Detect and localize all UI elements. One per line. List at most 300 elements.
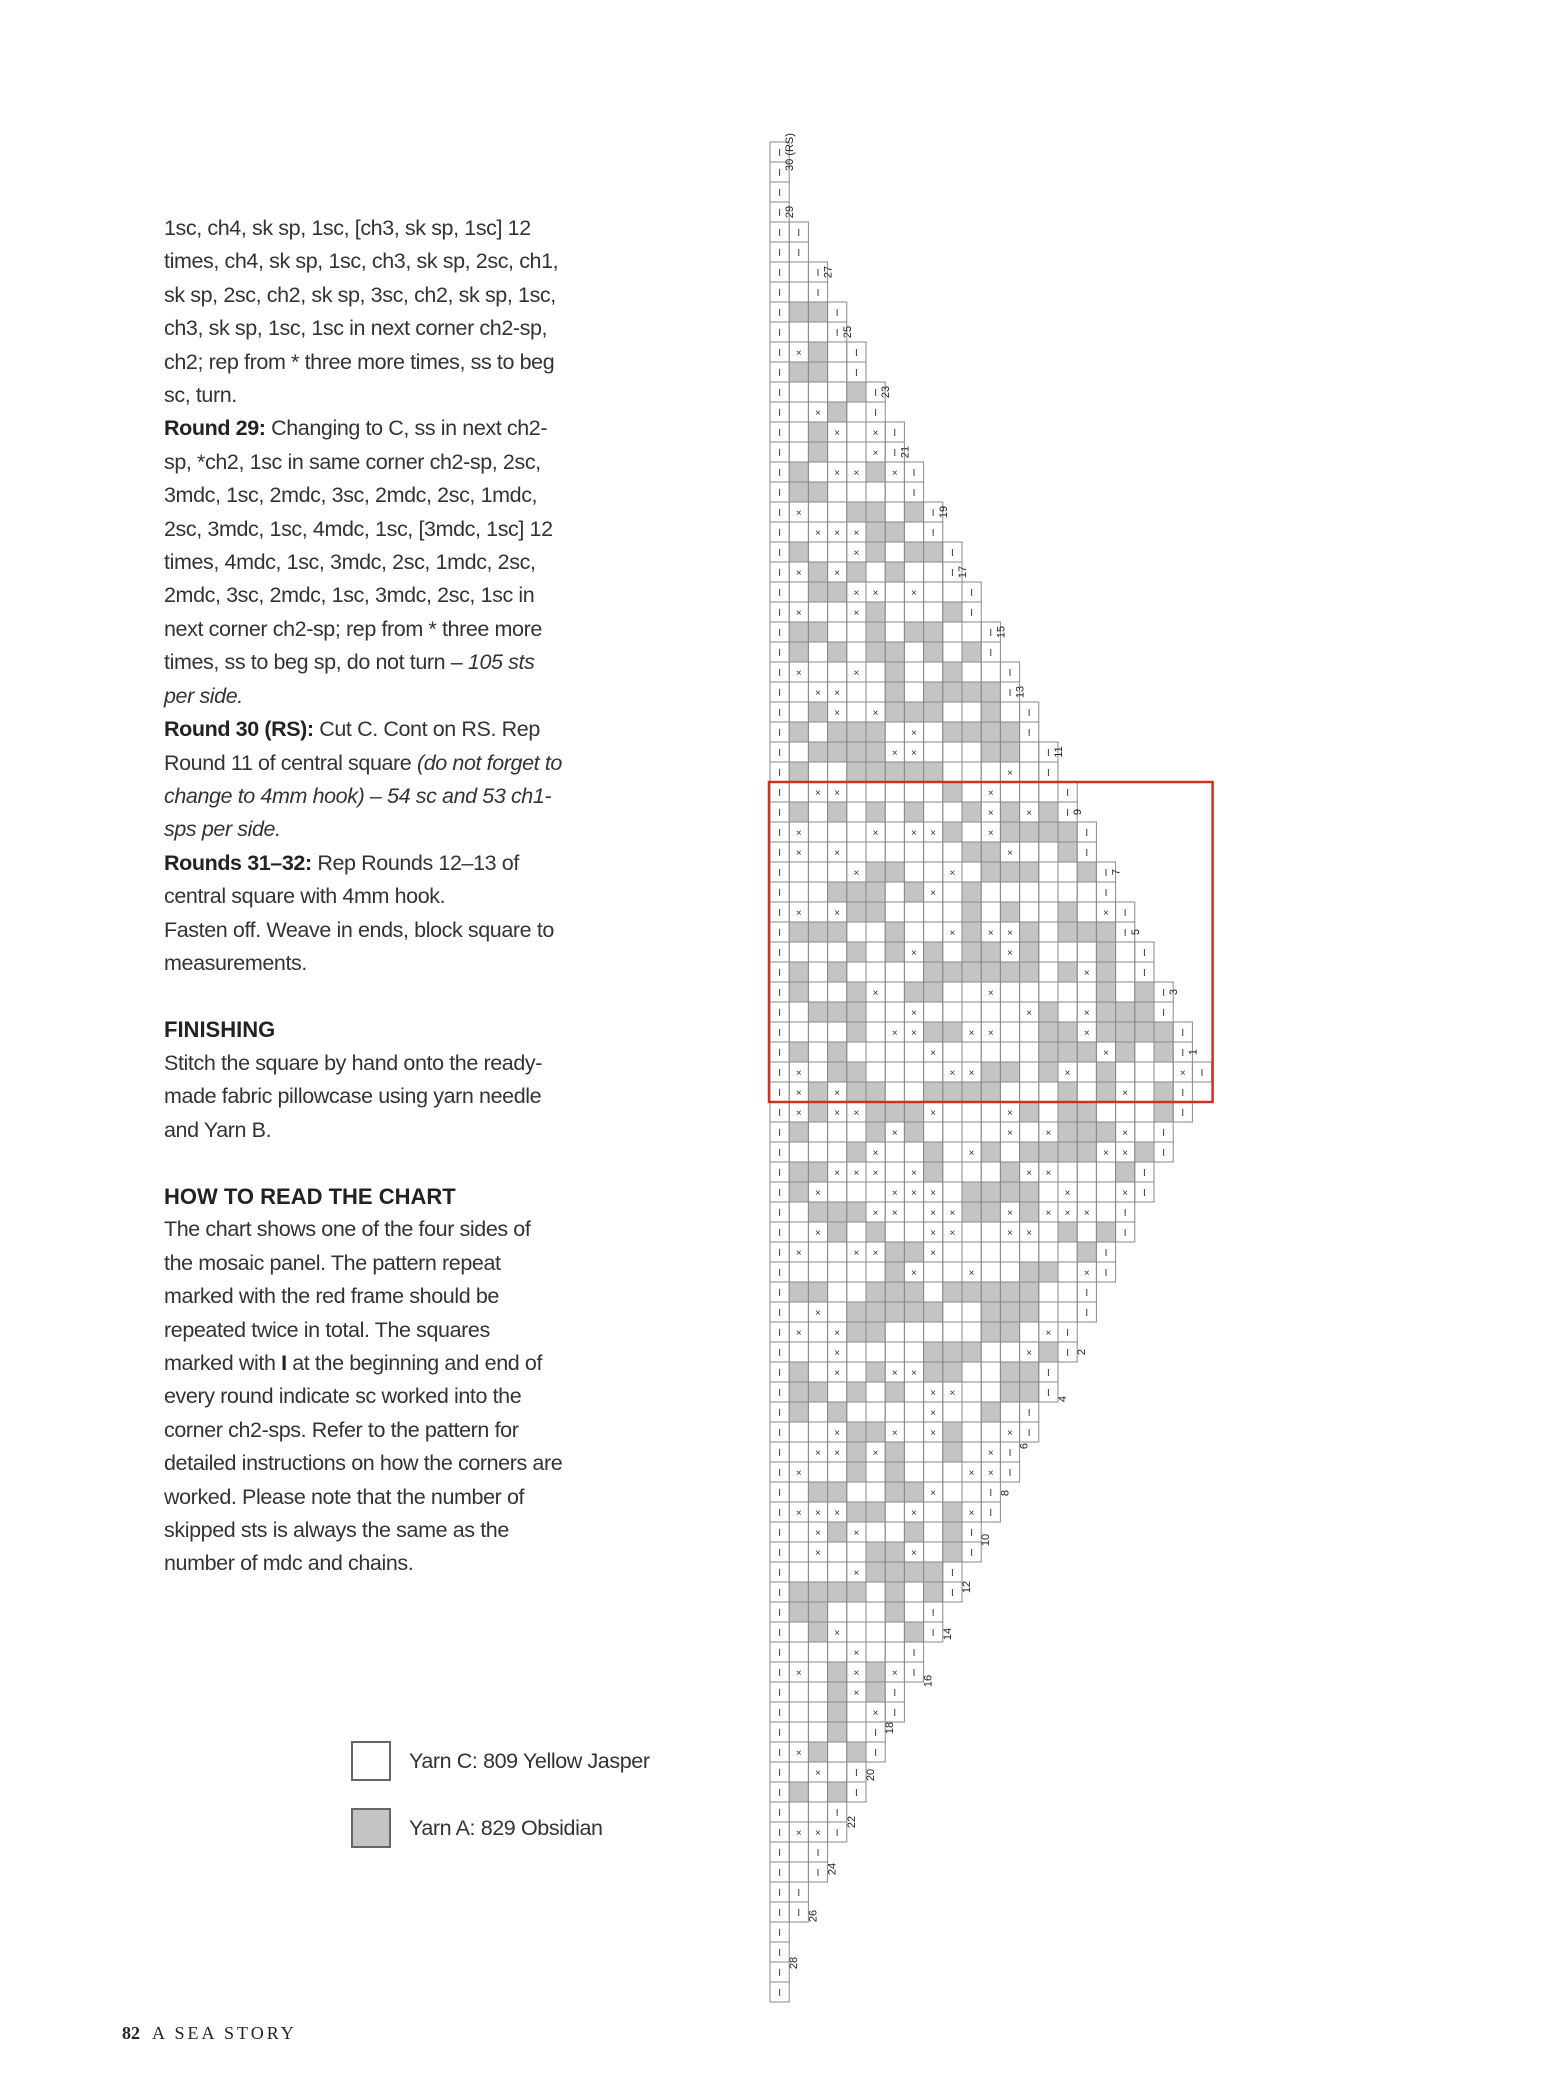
round-label: 27: [822, 265, 835, 279]
mdc-mark: ×: [891, 1028, 898, 1039]
mdc-mark: ×: [911, 1008, 917, 1019]
chart-cell: [962, 822, 981, 842]
chart-cell: [1096, 1202, 1115, 1222]
chart-cell: [885, 762, 904, 782]
chart-cell: [943, 1542, 962, 1562]
chart-cell: [866, 1482, 885, 1502]
chart-cell: [1116, 1002, 1135, 1022]
corner-sc-mark: I: [1085, 828, 1089, 839]
chart-cell: [866, 682, 885, 702]
chart-cell: [904, 802, 923, 822]
chart-cell: [866, 722, 885, 742]
chart-cell: [885, 1562, 904, 1582]
chart-cell: [904, 922, 923, 942]
corner-sc-mark: I: [778, 308, 781, 319]
chart-cell: [885, 922, 904, 942]
chart-cell: [904, 862, 923, 882]
chart-cell: [808, 542, 827, 562]
chart-cell: [866, 662, 885, 682]
mdc-mark: ×: [834, 1168, 841, 1179]
chart-cell: [847, 1362, 866, 1382]
chart-cell: [1096, 1122, 1115, 1142]
mdc-mark: ×: [930, 888, 937, 899]
chart-cell: [808, 1682, 827, 1702]
corner-sc-mark: I: [1181, 1108, 1185, 1119]
chart-cell: [866, 1622, 885, 1642]
chart-cell: [962, 842, 981, 862]
mdc-mark: ×: [891, 1128, 898, 1139]
corner-sc-mark: I: [778, 1748, 781, 1759]
chart-cell: [847, 1022, 866, 1042]
chart-cell: [808, 902, 827, 922]
corner-sc-mark: I: [1162, 1148, 1165, 1159]
mdc-mark: ×: [1007, 1128, 1013, 1139]
chart-cell: [1000, 1282, 1019, 1302]
how-to-read-text: The chart shows one of the four sides of the mosaic panel. The pattern repeat marked with the red frame should be repeated twice in total. The squares marked with I at the beginning and end of every round indicate sc worked into the corner ch2-sps. Refer to the pattern for detailed instructions on how the corners are worked. Please note that the number of skipped sts is always the same as the number of mdc and chains.: [164, 1217, 563, 1576]
chart-cell: [789, 482, 808, 502]
mdc-mark: ×: [815, 1548, 821, 1559]
corner-sc-mark: I: [778, 1508, 781, 1519]
chart-cell: [1000, 1022, 1019, 1042]
mdc-mark: ×: [815, 1768, 821, 1779]
chart-cell: [789, 1142, 808, 1162]
chart-cell: [1020, 1062, 1039, 1082]
chart-cell: [808, 1142, 827, 1162]
chart-cell: [1020, 782, 1039, 802]
chart-cell: [1135, 1022, 1154, 1042]
chart-cell: [828, 382, 847, 402]
chart-cell: [789, 782, 808, 802]
chart-cell: [808, 1242, 827, 1262]
mdc-mark: ×: [1083, 1208, 1090, 1219]
round-label: 2: [1076, 1348, 1089, 1356]
chart-cell: [962, 1482, 981, 1502]
chart-cell: [885, 1222, 904, 1242]
chart-cell: [847, 802, 866, 822]
chart-cell: [847, 1402, 866, 1422]
chart-cell: [1039, 842, 1058, 862]
chart-cell: [943, 722, 962, 742]
chart-cell: [1077, 922, 1096, 942]
chart-cell: [808, 702, 827, 722]
chart-cell: [981, 1282, 1000, 1302]
chart-cell: [828, 922, 847, 942]
corner-sc-mark: I: [778, 1328, 781, 1339]
chart-cell: [1077, 1222, 1096, 1242]
corner-sc-mark: I: [778, 988, 781, 999]
chart-cell: [885, 1322, 904, 1342]
chart-cell: [885, 502, 904, 522]
corner-sc-mark: I: [778, 1788, 781, 1799]
mdc-mark: ×: [891, 1208, 898, 1219]
corner-sc-mark: I: [778, 1188, 781, 1199]
chart-cell: [981, 1142, 1000, 1162]
chart-cell: [828, 1022, 847, 1042]
chart-cell: [1058, 1122, 1077, 1142]
mdc-mark: ×: [815, 788, 821, 799]
mdc-mark: ×: [815, 408, 821, 419]
chart-cell: [1096, 962, 1115, 982]
mdc-mark: ×: [911, 1508, 917, 1519]
chart-cell: [924, 1522, 943, 1542]
mdc-mark: ×: [795, 568, 802, 579]
chart-cell: [943, 1142, 962, 1162]
chart-cell: [1000, 822, 1019, 842]
chart-cell: [1020, 742, 1039, 762]
legend-swatch-white: [351, 1741, 391, 1781]
chart-cell: [1058, 1302, 1077, 1322]
mdc-mark: ×: [1064, 1188, 1071, 1199]
chart-cell: [828, 1562, 847, 1582]
mdc-mark: ×: [815, 1508, 821, 1519]
chart-cell: [904, 522, 923, 542]
corner-sc-mark: I: [970, 608, 973, 619]
chart-cell: [943, 1342, 962, 1362]
mdc-mark: ×: [891, 1668, 898, 1679]
chart-cell: [1000, 1082, 1019, 1102]
chart-cell: [808, 1062, 827, 1082]
corner-sc-mark: I: [778, 968, 781, 979]
chart-cell: [904, 1102, 923, 1122]
corner-sc-mark: I: [778, 1388, 781, 1399]
corner-sc-mark: I: [778, 288, 781, 299]
corner-sc-mark: I: [931, 1628, 935, 1639]
mdc-mark: ×: [795, 608, 802, 619]
mdc-mark: ×: [891, 1428, 898, 1439]
chart-cell: [1077, 1042, 1096, 1062]
chart-cell: [1000, 982, 1019, 1002]
chart-cell: [943, 1422, 962, 1442]
chart-cell: [828, 942, 847, 962]
chart-cell: [1116, 1022, 1135, 1042]
chart-cell: [789, 722, 808, 742]
corner-sc-mark: I: [1085, 848, 1089, 859]
chart-cell: [808, 362, 827, 382]
chart-cell: [924, 982, 943, 1002]
chart-cell: [1077, 942, 1096, 962]
corner-sc-mark: I: [951, 1568, 954, 1579]
chart-cell: [1096, 1062, 1115, 1082]
chart-cell: [1020, 1242, 1039, 1262]
chart-cell: [1000, 1062, 1019, 1082]
chart-cell: [981, 1362, 1000, 1382]
corner-sc-mark: I: [778, 748, 781, 759]
chart-cell: [866, 1062, 885, 1082]
corner-sc-mark: I: [1143, 948, 1146, 959]
mdc-mark: ×: [834, 1108, 841, 1119]
chart-cell: [1000, 1302, 1019, 1322]
chart-cell: [885, 562, 904, 582]
chart-cell: [904, 1402, 923, 1422]
chart-cell: [943, 1082, 962, 1102]
corner-sc-mark: I: [778, 148, 781, 159]
corner-sc-mark: I: [778, 1408, 781, 1419]
chart-cell: [789, 1122, 808, 1142]
round-label: 30 (RS): [784, 133, 797, 171]
chart-cell: [808, 1102, 827, 1122]
chart-cell: [1058, 942, 1077, 962]
corner-sc-mark: I: [1123, 1208, 1127, 1219]
chart-cell: [789, 442, 808, 462]
chart-cell: [847, 822, 866, 842]
chart-cell: [924, 1442, 943, 1462]
chart-cell: [847, 762, 866, 782]
chart-cell: [885, 1282, 904, 1302]
chart-cell: [904, 1462, 923, 1482]
mdc-mark: ×: [872, 588, 879, 599]
corner-sc-mark: I: [1200, 1068, 1204, 1079]
chart-cell: [943, 582, 962, 602]
chart-cell: [828, 1282, 847, 1302]
chart-cell: [789, 1422, 808, 1442]
mdc-mark: ×: [949, 868, 956, 879]
chart-cell: [1058, 962, 1077, 982]
chart-cell: [1020, 1102, 1039, 1122]
mdc-mark: ×: [795, 1108, 802, 1119]
round-label: 6: [1018, 1442, 1031, 1450]
chart-cell: [943, 1022, 962, 1042]
corner-sc-mark: I: [951, 1588, 954, 1599]
chart-cell: [943, 1402, 962, 1422]
mdc-mark: ×: [930, 828, 937, 839]
chart-cell: [828, 1482, 847, 1502]
mdc-mark: ×: [987, 1468, 994, 1479]
mdc-mark: ×: [1045, 1168, 1052, 1179]
corner-sc-mark: I: [874, 388, 877, 399]
chart-cell: [1058, 842, 1077, 862]
chart-cell: [943, 902, 962, 922]
corner-sc-mark: I: [816, 288, 820, 299]
chart-cell: [924, 662, 943, 682]
chart-cell: [789, 522, 808, 542]
corner-sc-mark: I: [778, 488, 781, 499]
chart-cell: [1058, 982, 1077, 1002]
chart-cell: [789, 862, 808, 882]
chart-cell: [924, 902, 943, 922]
corner-sc-mark: I: [778, 1968, 781, 1979]
chart-cell: [789, 1602, 808, 1622]
chart-cell: [1077, 882, 1096, 902]
chart-cell: [924, 582, 943, 602]
chart-cell: [981, 902, 1000, 922]
corner-sc-mark: I: [1104, 1268, 1108, 1279]
chart-cell: [981, 1002, 1000, 1022]
chart-cell: [981, 1122, 1000, 1142]
chart-cell: [904, 1202, 923, 1222]
chart-cell: [828, 1142, 847, 1162]
chart-cell: [828, 1242, 847, 1262]
mdc-mark: ×: [1064, 1208, 1071, 1219]
chart-cell: [943, 702, 962, 722]
corner-sc-mark: I: [778, 708, 781, 719]
chart-cell: [962, 1382, 981, 1402]
chart-cell: [1020, 962, 1039, 982]
chart-cell: [904, 842, 923, 862]
chart-cell: [1135, 1042, 1154, 1062]
mdc-mark: ×: [1007, 928, 1013, 939]
mdc-mark: ×: [987, 808, 994, 819]
chart-cell: [866, 462, 885, 482]
chart-cell: [981, 742, 1000, 762]
chart-cell: [981, 1302, 1000, 1322]
chart-cell: [808, 1322, 827, 1342]
chart-cell: [924, 782, 943, 802]
chart-cell: [962, 1322, 981, 1342]
corner-sc-mark: I: [778, 1108, 781, 1119]
chart-cell: [847, 942, 866, 962]
corner-sc-mark: I: [1008, 1448, 1012, 1459]
chart-cell: [924, 602, 943, 622]
mdc-mark: ×: [987, 1448, 994, 1459]
chart-cell: [866, 902, 885, 922]
chart-cell: [1096, 1102, 1115, 1122]
chart-cell: [885, 882, 904, 902]
corner-sc-mark: I: [778, 888, 781, 899]
chart-cell: [1058, 1002, 1077, 1022]
chart-cell: [885, 1462, 904, 1482]
chart-cell: [789, 1782, 808, 1802]
chart-cell: [943, 662, 962, 682]
mdc-mark: ×: [930, 1208, 937, 1219]
chart-cell: [981, 1422, 1000, 1442]
chart-cell: [866, 742, 885, 762]
chart-cell: [847, 1582, 866, 1602]
corner-sc-mark: I: [778, 348, 781, 359]
chart-cell: [808, 1082, 827, 1102]
mdc-mark: ×: [834, 568, 841, 579]
chart-cell: [828, 1742, 847, 1762]
chart-cell: [962, 1282, 981, 1302]
chart-cell: [885, 982, 904, 1002]
chart-cell: [808, 1622, 827, 1642]
chart-cell: [962, 1102, 981, 1122]
chart-cell: [847, 622, 866, 642]
chart-cell: [943, 1102, 962, 1122]
chart-cell: [828, 1522, 847, 1542]
corner-sc-mark: I: [778, 1528, 781, 1539]
corner-sc-mark: I: [797, 248, 801, 259]
chart-cell: [1000, 1042, 1019, 1062]
chart-cell: [808, 1562, 827, 1582]
chart-cell: [924, 622, 943, 642]
chart-cell: [866, 1382, 885, 1402]
chart-cell: [789, 1722, 808, 1742]
chart-cell: [1000, 1342, 1019, 1362]
chart-cell: [1058, 1262, 1077, 1282]
chart-cell: [847, 1082, 866, 1102]
chart-cell: [1000, 802, 1019, 822]
chart-cell: [904, 1142, 923, 1162]
chart-cell: [828, 822, 847, 842]
chart-cell: [904, 762, 923, 782]
chart-cell: [789, 1442, 808, 1462]
round-label: 12: [961, 1580, 973, 1594]
chart-cell: [828, 1262, 847, 1282]
chart-cell: [924, 762, 943, 782]
chart-cell: [789, 1182, 808, 1202]
corner-sc-mark: I: [893, 1708, 897, 1719]
chart-cell: [904, 1042, 923, 1062]
chart-cell: [866, 622, 885, 642]
mdc-mark: ×: [853, 1108, 860, 1119]
chart-cell: [866, 1662, 885, 1682]
corner-sc-mark: I: [778, 788, 781, 799]
chart-cell: [828, 342, 847, 362]
chart-cell: [904, 602, 923, 622]
chart-cell: [962, 942, 981, 962]
chart-cell: [1000, 902, 1019, 922]
chart-cell: [808, 802, 827, 822]
corner-sc-mark: I: [1047, 1388, 1050, 1399]
chart-cell: [1039, 782, 1058, 802]
legend-yarn-c: [351, 1741, 771, 1785]
chart-cell: [847, 702, 866, 722]
chart-cell: [904, 1582, 923, 1602]
chart-cell: [904, 1482, 923, 1502]
chart-cell: [789, 1342, 808, 1362]
chart-cell: [1020, 1322, 1039, 1342]
corner-sc-mark: I: [778, 1828, 781, 1839]
corner-sc-mark: I: [778, 1888, 781, 1899]
corner-sc-mark: I: [778, 1548, 781, 1559]
chart-cell: [885, 1142, 904, 1162]
chart-cell: [1039, 1242, 1058, 1262]
corner-sc-mark: I: [778, 688, 781, 699]
chart-cell: [866, 1122, 885, 1142]
chart-cell: [924, 862, 943, 882]
mdc-mark: ×: [891, 1188, 898, 1199]
chart-cell: [808, 1402, 827, 1422]
chart-cell: [1077, 1242, 1096, 1262]
chart-cell: [866, 1262, 885, 1282]
chart-cell: [847, 682, 866, 702]
corner-sc-mark: I: [1104, 1248, 1108, 1259]
chart-cell: [924, 562, 943, 582]
round-label: 29: [784, 205, 797, 219]
chart-cell: [866, 1542, 885, 1562]
chart-cell: [828, 1042, 847, 1062]
corner-sc-mark: I: [874, 1728, 877, 1739]
mdc-mark: ×: [872, 1168, 879, 1179]
chart-cell: [962, 762, 981, 782]
chart-cell: [1058, 1222, 1077, 1242]
chart-cell: [847, 1462, 866, 1482]
corner-sc-mark: I: [778, 1088, 781, 1099]
round-label: 1: [1187, 1048, 1200, 1056]
chart-cell: [847, 902, 866, 922]
chart-cell: [828, 642, 847, 662]
chart-cell: [789, 1682, 808, 1702]
chart-cell: [808, 1002, 827, 1022]
chart-cell: [924, 1082, 943, 1102]
chart-cell: [847, 562, 866, 582]
round-label: 15: [995, 625, 1008, 639]
mdc-mark: ×: [911, 1188, 917, 1199]
chart-cell: [962, 1242, 981, 1262]
chart-cell: [789, 302, 808, 322]
mdc-mark: ×: [815, 1308, 821, 1319]
chart-cell: [847, 1302, 866, 1322]
chart-cell: [866, 1402, 885, 1422]
chart-cell: [885, 942, 904, 962]
mdc-mark: ×: [853, 1568, 860, 1579]
chart-cell: [904, 1522, 923, 1542]
chart-cell: [904, 962, 923, 982]
corner-sc-mark: I: [1027, 728, 1031, 739]
chart-cell: [962, 1082, 981, 1102]
corner-sc-mark: I: [778, 1628, 781, 1639]
mdc-mark: ×: [911, 588, 917, 599]
